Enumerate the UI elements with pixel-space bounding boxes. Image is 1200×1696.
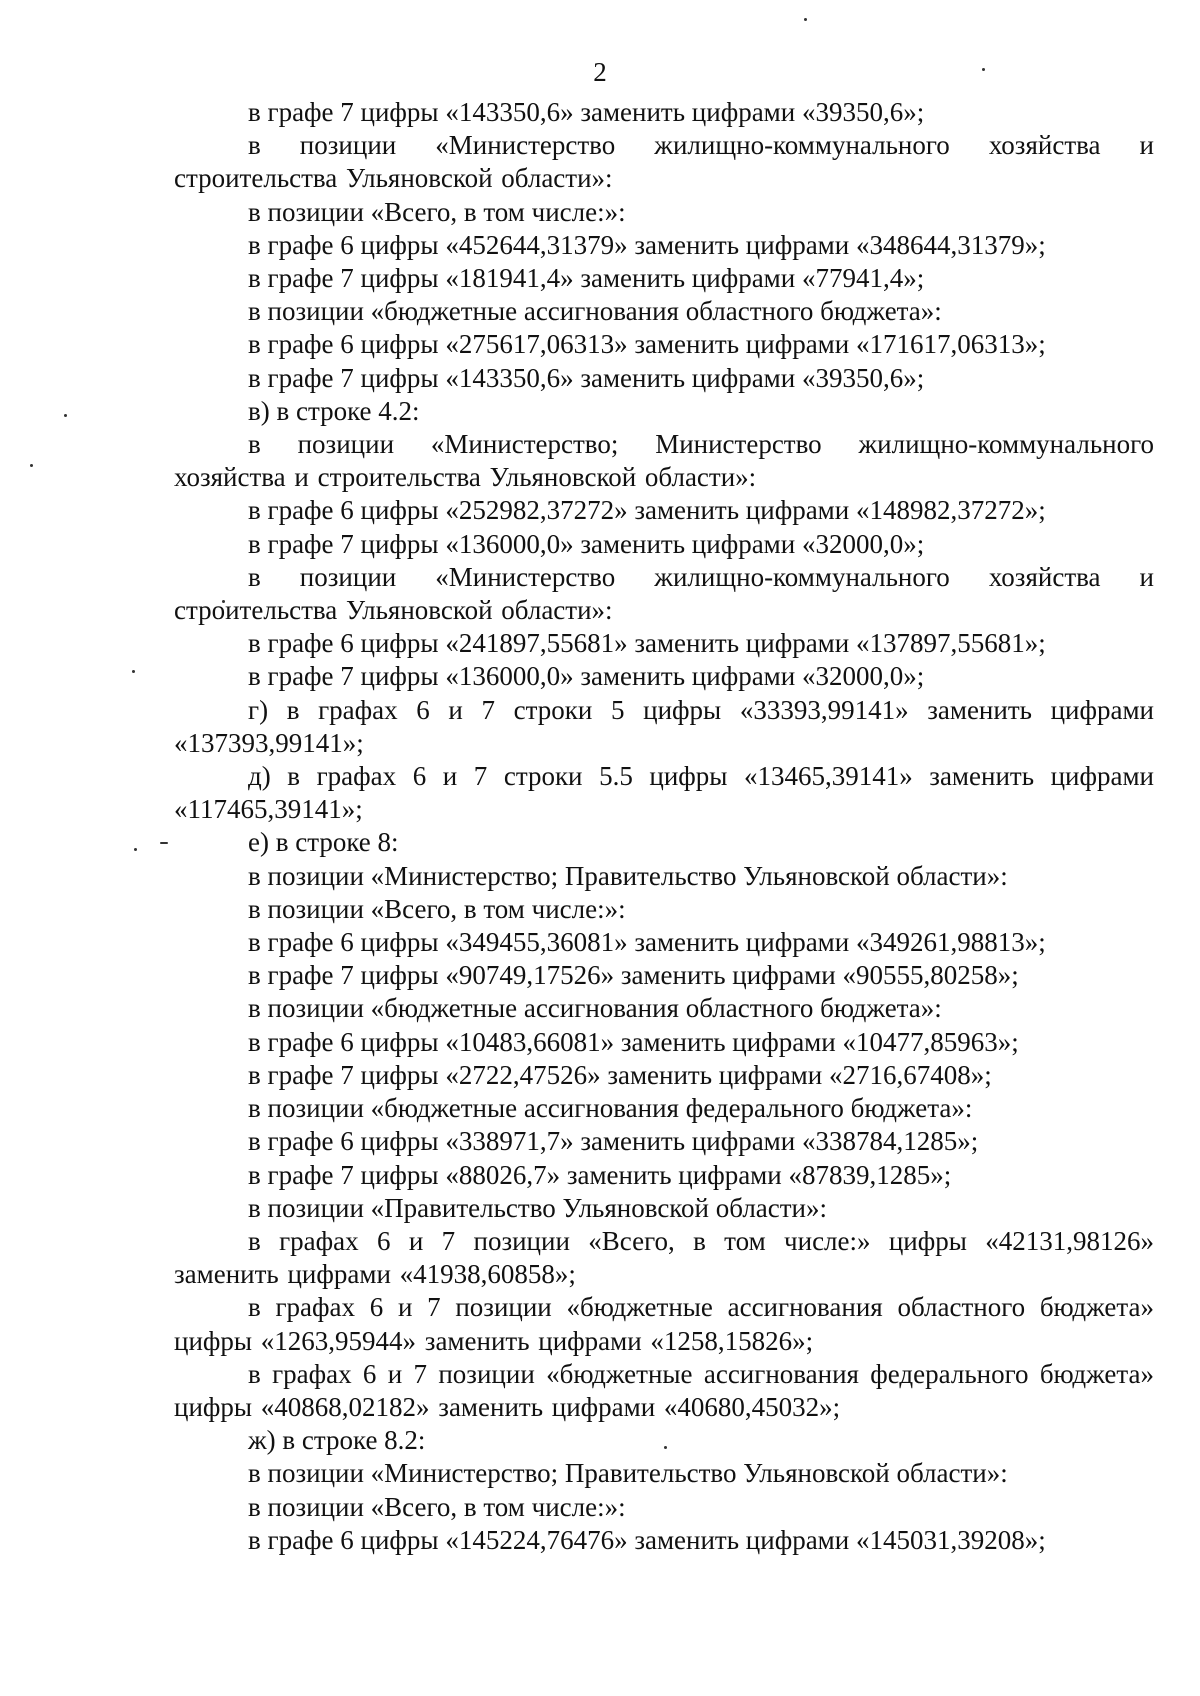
paragraph: в графе 7 цифры «90749,17526» заменить цифрами «90555,80258»;	[248, 960, 1019, 991]
paragraph: в позиции «Министерство жилищно-коммунального хозяйства и строительства Ульяновской области»:	[174, 561, 1154, 626]
paragraph: в графе 7 цифры «2722,47526» заменить цифрами «2716,67408»;	[248, 1059, 992, 1090]
paragraph: ж) в строке 8.2:	[248, 1425, 426, 1456]
paragraph: в) в строке 4.2:	[248, 395, 420, 426]
scan-speck	[160, 842, 168, 844]
paragraph: в графе 6 цифры «252982,37272» заменить цифрами «148982,37272»;	[248, 495, 1046, 526]
paragraph: в графе 6 цифры «10483,66081» заменить цифрами «10477,85963»;	[248, 1026, 1019, 1057]
paragraph: в позиции «Всего, в том числе:»:	[248, 196, 626, 227]
paragraph: в графе 7 цифры «136000,0» заменить цифрами «32000,0»;	[248, 528, 925, 559]
paragraph: в графах 6 и 7 позиции «Всего, в том числе:» цифры «42131,98126» заменить цифрами «41938,60858»;	[174, 1225, 1154, 1290]
paragraph: в позиции «Министерство; Правительство Ульяновской области»:	[248, 1458, 1008, 1489]
paragraph: в позиции «Правительство Ульяновской области»:	[248, 1192, 828, 1223]
paragraph: в графе 6 цифры «452644,31379» заменить цифрами «348644,31379»;	[248, 229, 1046, 260]
paragraph: в графах 6 и 7 позиции «бюджетные ассигнования областного бюджета» цифры «1263,95944» заменить цифрами «1258,15826»;	[174, 1292, 1154, 1356]
paragraph: в позиции «бюджетные ассигнования областного бюджета»:	[248, 993, 942, 1024]
scan-speck	[132, 670, 135, 673]
scan-speck	[804, 18, 807, 21]
paragraph: в позиции «бюджетные ассигнования областного бюджета»:	[248, 296, 942, 327]
paragraph: в графе 7 цифры «143350,6» заменить цифрами «39350,6»;	[248, 97, 925, 127]
paragraph: е) в строке 8:	[248, 827, 399, 858]
scan-speck	[134, 848, 137, 851]
paragraph: в позиции «Министерство; Министерство жилищно-коммунального хозяйства и строительства Ульяновской области»:	[174, 429, 1154, 493]
document-body	[174, 96, 1154, 1557]
paragraph: в графе 6 цифры «275617,06313» заменить цифрами «171617,06313»;	[248, 329, 1046, 360]
paragraph: в графе 6 цифры «145224,76476» заменить цифрами «145031,39208»;	[248, 1524, 1046, 1555]
paragraph: д) в графах 6 и 7 строки 5.5 цифры «13465,39141» заменить цифрами «117465,39141»;	[174, 761, 1154, 825]
paragraph: в графе 6 цифры «241897,55681» заменить цифрами «137897,55681»;	[248, 628, 1046, 659]
paragraph: в позиции «бюджетные ассигнования федерального бюджета»:	[248, 1093, 973, 1124]
paragraph: в графе 7 цифры «88026,7» заменить цифрами «87839,1285»;	[248, 1159, 952, 1190]
paragraph: в графе 6 цифры «338971,7» заменить цифрами «338784,1285»;	[248, 1126, 979, 1157]
scan-speck	[982, 68, 985, 71]
paragraph: в графе 7 цифры «181941,4» заменить цифрами «77941,4»;	[248, 263, 925, 294]
paragraph: г) в графах 6 и 7 строки 5 цифры «33393,99141» заменить цифрами «137393,99141»;	[174, 694, 1154, 758]
paragraph: в позиции «Министерство; Правительство Ульяновской области»:	[248, 860, 1008, 891]
paragraph: в позиции «Министерство жилищно-коммунального хозяйства и строительства Ульяновской области»:	[174, 130, 1154, 194]
page-number: 2	[593, 57, 607, 87]
scan-speck	[64, 414, 67, 417]
paragraph: в графе 6 цифры «349455,36081» заменить цифрами «349261,98813»;	[248, 927, 1046, 958]
scan-speck	[30, 464, 33, 467]
paragraph: в графе 7 цифры «143350,6» заменить цифрами «39350,6»;	[248, 362, 925, 393]
paragraph: в графах 6 и 7 позиции «бюджетные ассигнования федерального бюджета» цифры «40868,02182» заменить цифрами «40680,45032»;	[174, 1358, 1154, 1422]
paragraph: в графе 7 цифры «136000,0» заменить цифрами «32000,0»;	[248, 661, 925, 692]
paragraph: в позиции «Всего, в том числе:»:	[248, 1491, 626, 1522]
paragraph: в позиции «Всего, в том числе:»:	[248, 893, 626, 924]
